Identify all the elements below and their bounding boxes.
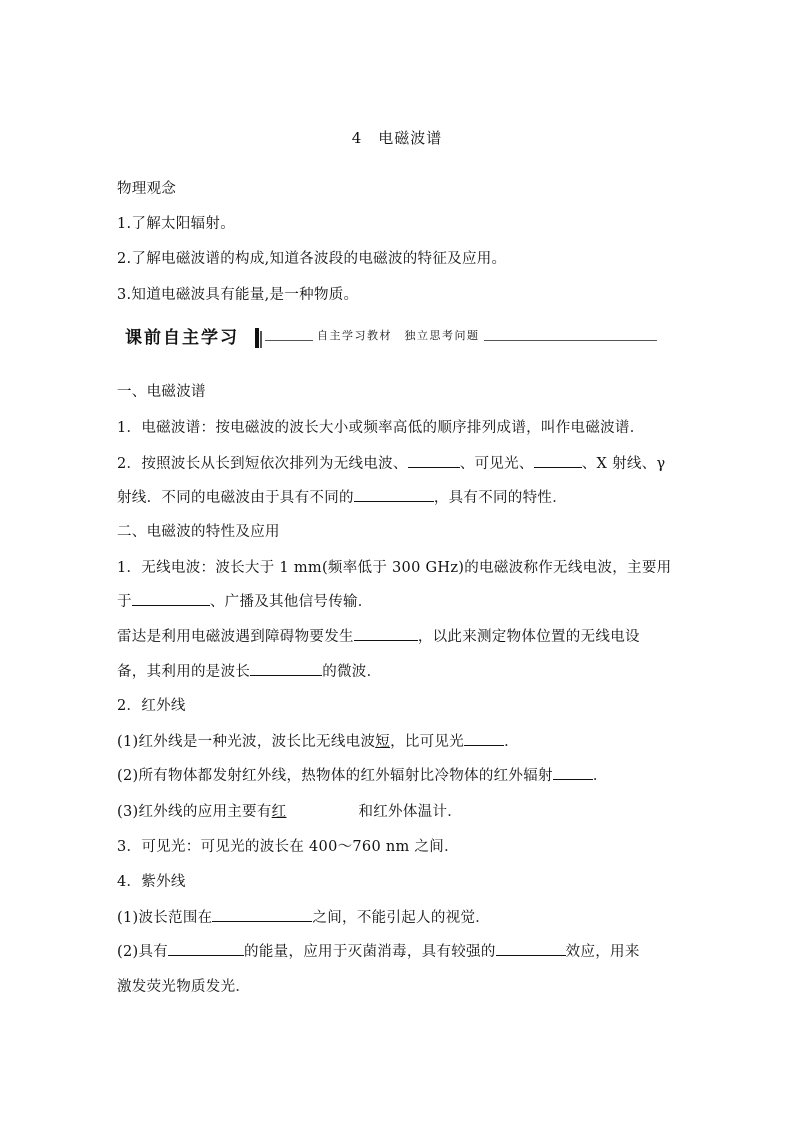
fill-blank[interactable]	[132, 590, 210, 606]
text: 于	[117, 594, 132, 611]
text: 的能量，应用于灭菌消毒，具有较强的	[244, 944, 496, 961]
objective-item-1: 1.了解太阳辐射。	[117, 216, 236, 232]
text: (1)波长范围在	[117, 910, 213, 927]
fill-blank[interactable]	[250, 660, 322, 676]
text: 、X 射线、γ	[581, 456, 666, 473]
text: 2．按照波长从长到短依次排列为无线电波、	[117, 456, 408, 473]
section1-heading: 一、电磁波谱	[117, 384, 206, 400]
fill-blank[interactable]	[553, 764, 593, 780]
text: 和红外体温计．	[358, 804, 463, 820]
uv-heading: 4．紫外线	[117, 874, 186, 890]
radar-line-1	[117, 625, 640, 646]
text: (2)所有物体都发射红外线，热物体的红外辐射比冷物体的红外辐射	[117, 768, 553, 785]
radio-line-1: 1．无线电波：波长大于 1 mm(频率低于 300 GHz)的电磁波称作无线电波，主要用	[117, 560, 672, 576]
section-banner	[117, 326, 657, 352]
fill-blank[interactable]	[354, 486, 434, 502]
text: (2)具有	[117, 944, 169, 961]
section1-p1: 1．电磁波谱：按电磁波的波长大小或频率高低的顺序排列成谱，叫作电磁波谱．	[117, 420, 645, 436]
banner-label: 课前自主学习	[125, 328, 239, 348]
visible-light-line: 3．可见光：可见光的波长在 400～760 nm 之间．	[117, 839, 459, 855]
infrared-item-1	[117, 730, 519, 751]
objective-item-2: 2.了解电磁波谱的构成,知道各波段的电磁波的特征及应用。	[117, 251, 507, 267]
infrared-item-3	[117, 800, 462, 821]
fill-blank[interactable]	[168, 940, 244, 956]
text: 雷达是利用电磁波遇到障碍物要发生	[117, 629, 354, 646]
fill-blank[interactable]	[464, 730, 504, 746]
text: ，具有不同的特性．	[433, 490, 568, 507]
text: (1)红外线是一种光波，波长比无线电波	[117, 734, 376, 751]
text: 的微波．	[322, 664, 382, 681]
text: 备，其利用的是波长	[117, 664, 251, 681]
text: 射线．不同的电磁波由于具有不同的	[117, 490, 354, 507]
underlined-answer	[272, 804, 359, 820]
text: (3)红外线的应用主要有	[117, 804, 272, 820]
text: 、可见光、	[459, 456, 534, 473]
objectives-heading: 物理观念	[117, 181, 177, 197]
uv-item-2	[117, 940, 640, 961]
text: ，比可见光	[390, 734, 465, 751]
objective-item-3: 3.知道电磁波具有能量,是一种物质。	[117, 287, 359, 303]
section1-p2	[117, 452, 665, 473]
text: 之间，不能引起人的视觉．	[312, 910, 491, 927]
text: 效应，用来	[565, 944, 640, 961]
section2-heading: 二、电磁波的特性及应用	[117, 524, 280, 540]
uv-item-3: 激发荧光物质发光．	[117, 979, 251, 995]
page-title: 4 电磁波谱	[351, 129, 443, 147]
text: 、广播及其他信号传输．	[209, 594, 373, 611]
radar-line-2	[117, 660, 381, 681]
infrared-heading: 2．红外线	[117, 698, 186, 714]
text: ．	[504, 734, 519, 751]
fill-blank[interactable]	[534, 452, 582, 468]
uv-item-1	[117, 906, 490, 927]
fill-blank[interactable]	[496, 940, 566, 956]
text: ．	[592, 768, 608, 785]
radio-line-2	[117, 590, 373, 611]
infrared-item-2	[117, 764, 608, 785]
section1-p3	[117, 486, 567, 507]
fill-blank[interactable]	[354, 625, 418, 641]
fill-blank[interactable]	[408, 452, 460, 468]
text: 红	[271, 804, 287, 820]
banner-bar	[255, 328, 259, 348]
banner-subtitle: 自主学习教材 独立思考问题	[313, 327, 484, 343]
fill-blank[interactable]	[212, 906, 312, 922]
banner-bar-thin	[260, 331, 262, 348]
underlined-answer: 短	[375, 734, 391, 751]
text: ，以此来测定物体位置的无线电设	[417, 629, 640, 646]
